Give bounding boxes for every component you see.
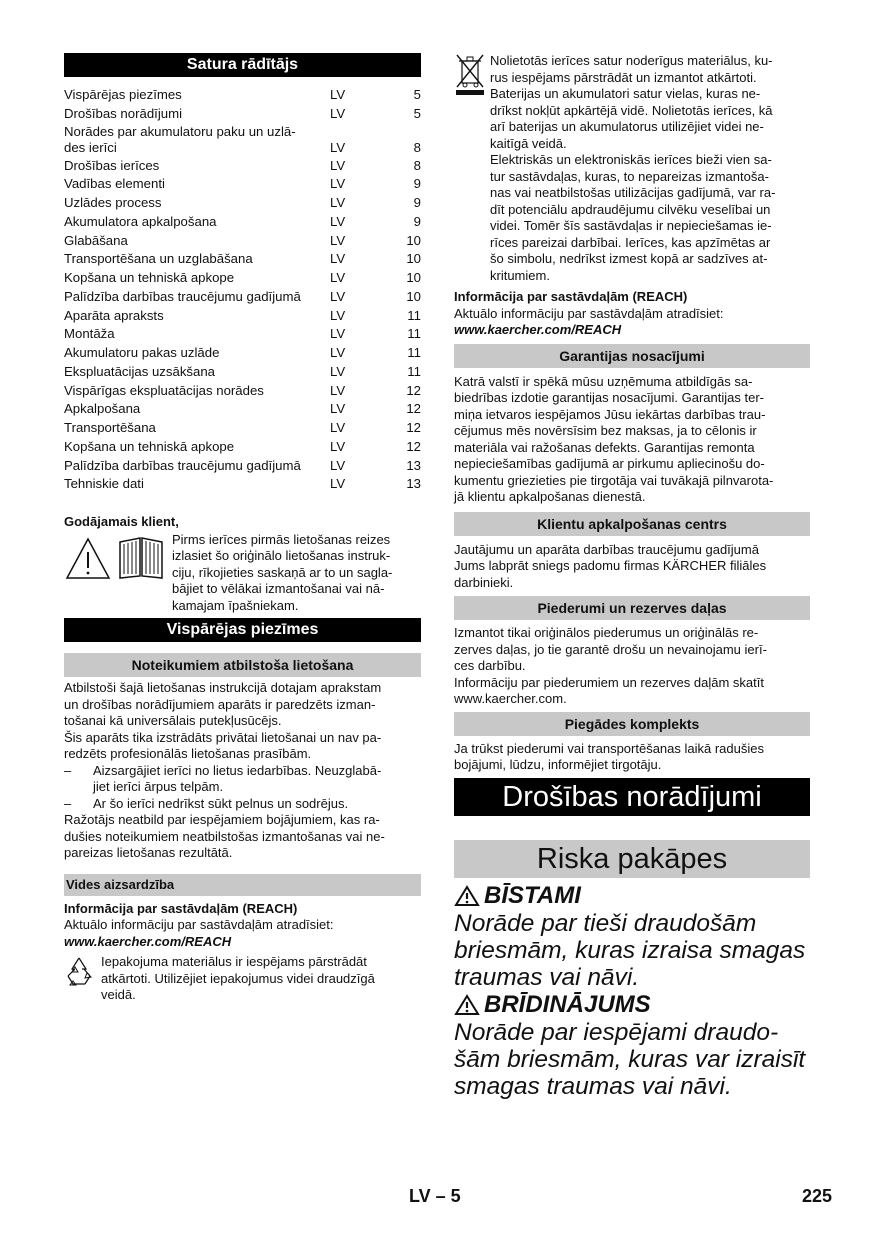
- safety-instructions-title: Drošības norādījumi: [454, 778, 810, 816]
- customer-service-text: Jautājumu un aparāta darbības traucējumu gadījumā Jums labprāt sniegs padomu firmas KÄRCHER filiāles darbinieki.: [454, 541, 767, 590]
- danger-block: BĪSTAMI Norāde par tieši draudošām briesmām, kuras izraisa smagas traumas vai nāvi.: [454, 881, 806, 991]
- manual-icons: [64, 532, 172, 614]
- danger-heading: BĪSTAMI: [484, 881, 581, 909]
- toc-row[interactable]: Tehniskie dati LV 13: [64, 476, 421, 492]
- toc-row[interactable]: Akumulatoru pakas uzlāde LV 11: [64, 345, 421, 360]
- reach-link[interactable]: www.kaercher.com/REACH: [454, 322, 622, 337]
- toc-row[interactable]: Kopšana un tehniskā apkope LV 10: [64, 270, 421, 285]
- list-item: – Ar šo ierīci nedrīkst sūkt pelnus un sodrējus.: [64, 795, 349, 811]
- warning-triangle-icon: [454, 885, 480, 907]
- toc-title: Satura rādītājs: [64, 53, 421, 77]
- toc-row[interactable]: Vispārējas piezīmes LV 5: [64, 87, 421, 102]
- toc-row[interactable]: Vispārīgas ekspluatācijas norādes LV 12: [64, 382, 421, 398]
- disposal-text: Nolietotās ierīces satur noderīgus materiālus, ku- rus iespējams pārstrādāt un izmantot atkārtoti. Baterijas un akumulatori satur vielas, kuras ne- drīkst nokļūt apkārtējā vidē. Nolietotās ierīces, kā arī baterijas un akumulatorus utilizējiet videi ne- kaitīgā veidā. Elektriskās un elektroniskās ierīces bieži vien sa- tur sastāvdaļas, kuras, to nepareizas izmantoša- nas vai neatbilstošas utilizācijas gadījumā, var ra- dīt potenciālu apdraudējumu cilvēku veselībai un videi. Tomēr šīs sastāvdaļas ir nepieciešamas ie- rīces pareizai darbībai. Ierīces, kas apzīmētas ar šo simbolu, nedrīkst izmest kopā ar sadzīves at- kritumiem.: [490, 53, 776, 283]
- toc-row[interactable]: Transportēšana un uzglabāšana LV 10: [64, 251, 421, 267]
- greeting-text: Pirms ierīces pirmās lietošanas reizes izlasiet šo oriģinālo lietošanas instruk- ciju, rīkojieties saskaņā ar to un sagla- bājiet to vēlākai izmantošanai vai nā- kamajam īpašniekam.: [172, 531, 393, 613]
- footer-page-number: 225: [802, 1186, 833, 1206]
- toc-row[interactable]: Transportēšana LV 12: [64, 420, 421, 435]
- toc-row[interactable]: Norādes par akumulatoru paku un uzlā- des ierīci LV 8: [64, 123, 421, 155]
- toc-row[interactable]: Drošības norādījumi LV 5: [64, 105, 421, 121]
- toc-row[interactable]: Vadības elementi LV 9: [64, 176, 421, 192]
- website-link[interactable]: www.kaercher.com.: [454, 691, 567, 706]
- warranty-title: Garantijas nosacījumi: [454, 344, 810, 368]
- delivery-scope-text: Ja trūkst piederumi vai transportēšanas laikā radušies bojājumi, lūdzu, informējiet tirgotāju.: [454, 740, 764, 772]
- warning-heading: BRĪDINĀJUMS: [484, 990, 651, 1018]
- greeting-block: [64, 532, 421, 615]
- toc-row[interactable]: Uzlādes process LV 9: [64, 195, 421, 210]
- intended-use-text: Atbilstoši šajā lietošanas instrukcijā dotajam aprakstam un drošības norādījumiem aparāts ir paredzēts izman- tošanai kā universālais putekļusūcējs. Šis aparāts tika izstrādāts privātai lietošanai un nav pa- redzēts profesionālās lietošanas prasībām. – Aizsargājiet ierīci no lietus iedarbības. Neuzglabā- jiet ierīci ārpus telpām. – Ar šo ierīci nedrīkst sūkt pelnus un sodrējus. Ražotājs neatbild par iespējamiem bojājumiem, kas ra- dušies noteikumiem neatbilstošas izmantošanas vai ne- pareizas lietošanas rezultātā.: [64, 680, 421, 862]
- disposal-block: [454, 53, 810, 284]
- toc-row[interactable]: Kopšana un tehniskā apkope LV 12: [64, 438, 421, 454]
- toc-row[interactable]: Akumulatora apkalpošana LV 9: [64, 213, 421, 229]
- reach-info: Informācija par sastāvdaļām (REACH) Aktuālo informāciju par sastāvdaļām atradīsiet: www.kaercher.com/REACH: [454, 289, 810, 339]
- right-column: [454, 53, 810, 1100]
- environment-title: Vides aizsardzība: [64, 874, 421, 896]
- customer-service-title: Klientu apkalpošanas centrs: [454, 512, 810, 536]
- toc-row[interactable]: Apkalpošana LV 12: [64, 401, 421, 417]
- toc-row[interactable]: Palīdzība darbības traucējumu gadījumā LV 13: [64, 457, 421, 473]
- recycle-text: Iepakojuma materiālus ir iespējams pārstrādāt atkārtoti. Utilizējiet iepakojumus videi draudzīgā veidā.: [101, 954, 375, 1002]
- toc-row[interactable]: Palīdzība darbības traucējumu gadījumā LV 10: [64, 288, 421, 304]
- warranty-text: Katrā valstī ir spēkā mūsu uzņēmuma atbildīgās sa- biedrības izdotie garantijas nosacījumi. Garantijas ter- miņa ietvaros iespējamos Jūsu iekārtas darbības trau- cējumus mēs novērsīsim bez maksas, ja to cēlonis ir materiāla vai ražošanas defekts. Garantijas remonta nepieciešamības gadījumā ar pirkumu apliecinošu do- kumentu griezieties pie tirgotāja vai tuvākajā pilnvarota- jā klientu apkalpošanas dienestā.: [454, 373, 774, 504]
- risk-levels-title: Riska pakāpes: [454, 840, 810, 878]
- general-notes-title: Vispārējas piezīmes: [64, 618, 421, 642]
- delivery-scope-title: Piegādes komplekts: [454, 712, 810, 736]
- table-of-contents: [64, 86, 421, 494]
- reach-link[interactable]: www.kaercher.com/REACH: [64, 933, 232, 949]
- footer-language-page: LV – 5: [409, 1186, 461, 1206]
- toc-row[interactable]: Montāža LV 11: [64, 326, 421, 342]
- list-item: – Aizsargājiet ierīci no lietus iedarbības. Neuzglabā- jiet ierīci ārpus telpām.: [64, 762, 382, 794]
- recycle-block: [64, 954, 421, 1004]
- crossed-bin-icon: [454, 53, 490, 284]
- toc-row[interactable]: Glabāšana LV 10: [64, 232, 421, 248]
- toc-row[interactable]: Drošības ierīces LV 8: [64, 157, 421, 173]
- accessories-text: Izmantot tikai oriģinālos piederumus un oriģinālās re- zerves daļas, jo tie garantē drošu un nevainojamu ierī- ces darbību. Informāciju par piederumiem un rezerves daļām skatīt www.kaercher.com.: [454, 625, 810, 708]
- environment-text: Informācija par sastāvdaļām (REACH) Aktuālo informāciju par sastāvdaļām atradīsiet: www.kaercher.com/REACH: [64, 901, 421, 951]
- left-column: [64, 53, 421, 1004]
- read-manual-icon: [116, 534, 166, 580]
- toc-row[interactable]: Aparāta apraksts LV 11: [64, 307, 421, 323]
- intended-use-title: Noteikumiem atbilstoša lietošana: [64, 653, 421, 677]
- greeting-heading: Godājamais klient,: [64, 514, 179, 529]
- toc-row[interactable]: Ekspluatācijas uzsākšana LV 11: [64, 363, 421, 379]
- warning-block: BRĪDINĀJUMS Norāde par iespējami draudo- šām briesmām, kuras var izraisīt smagas traumas vai nāvi.: [454, 990, 806, 1100]
- accessories-title: Piederumi un rezerves daļas: [454, 596, 810, 620]
- recycle-icon: [64, 954, 101, 1004]
- warning-triangle-icon: [454, 994, 480, 1016]
